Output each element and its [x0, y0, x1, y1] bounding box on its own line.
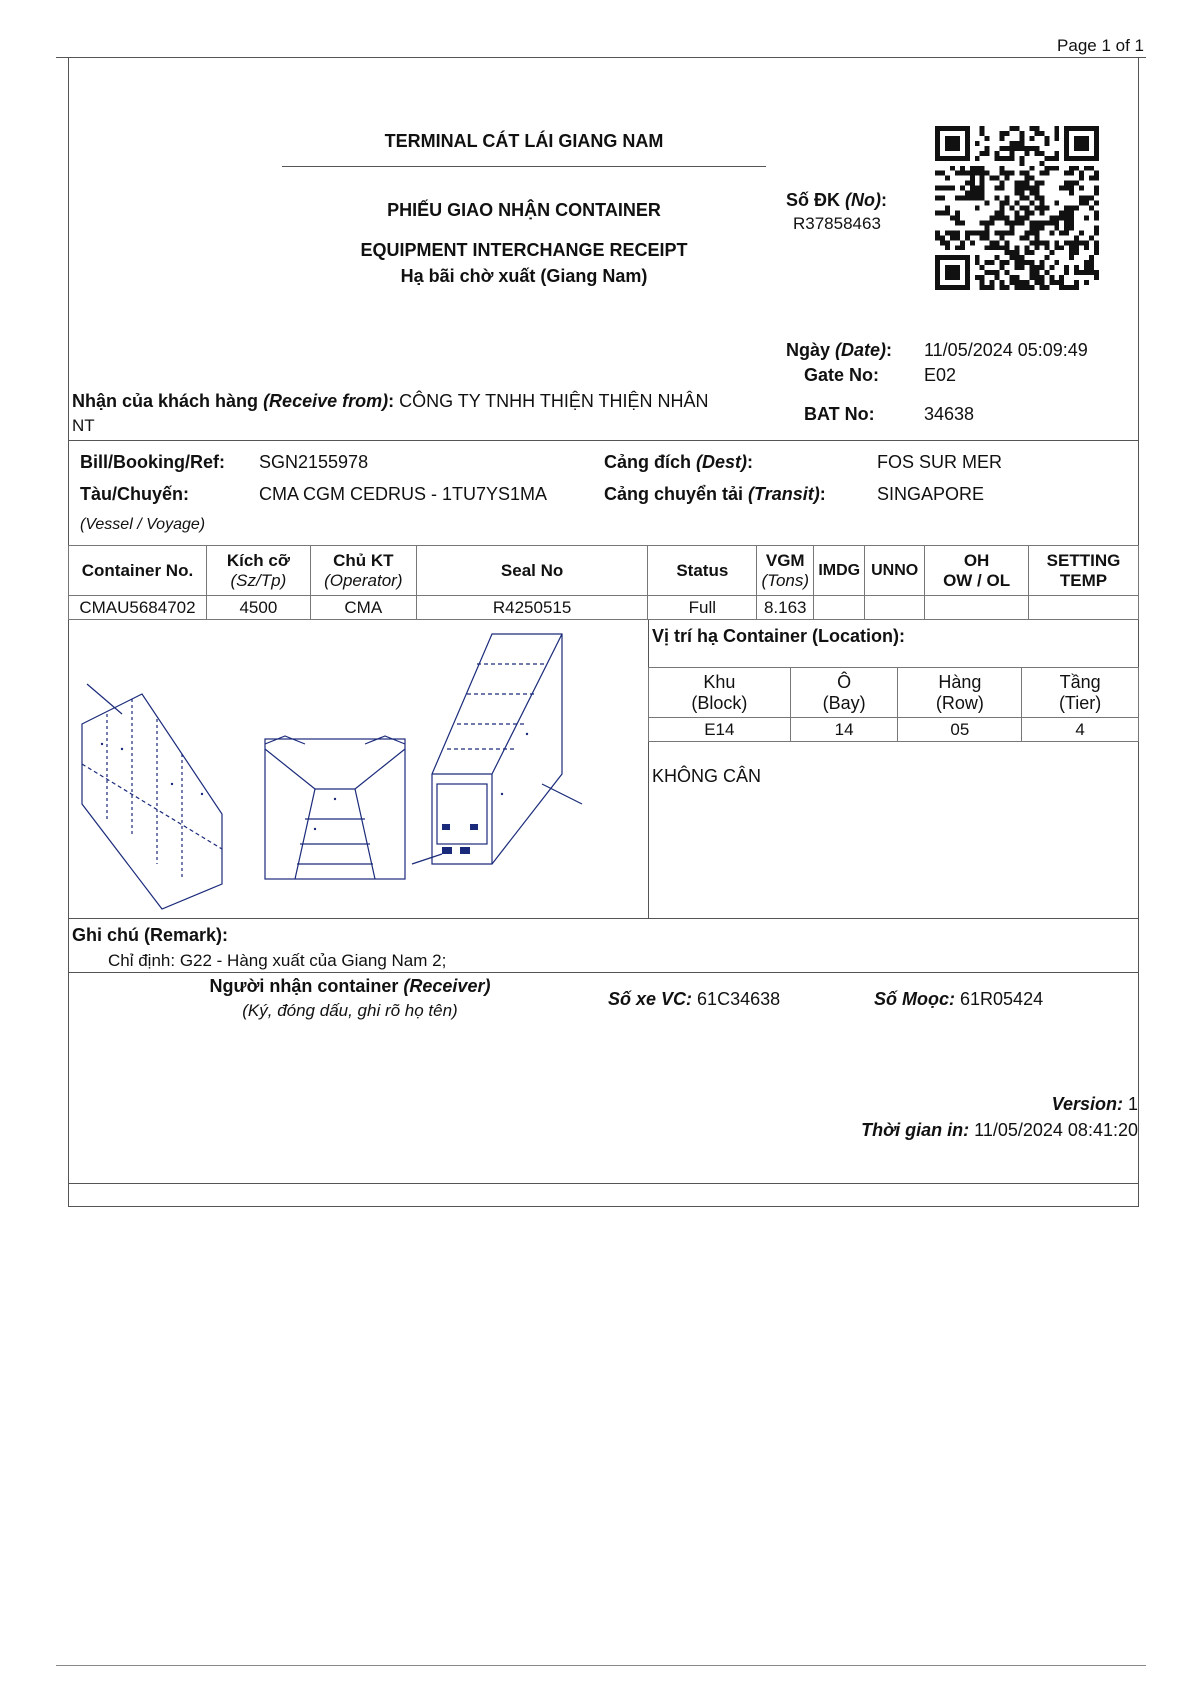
table-row — [69, 596, 1139, 620]
date-label: Ngày (Date): — [786, 340, 893, 360]
receive-from-continued: NT — [72, 416, 95, 435]
cell-tier: 4 — [1022, 718, 1139, 742]
top-rule — [56, 57, 1146, 58]
col-imdg: IMDG — [814, 546, 865, 596]
trailer-no: Số Moọc: 61R05424 — [874, 989, 1044, 1009]
container-table — [68, 545, 1139, 620]
rule-after-remark — [68, 972, 1138, 973]
col-size: Kích cỡ (Sz/Tp) — [206, 546, 310, 596]
cell-operator: CMA — [310, 596, 416, 620]
col-vgm: VGM (Tons) — [757, 546, 814, 596]
rule-after-header — [68, 440, 1138, 441]
col-row: Hàng (Row) — [898, 668, 1022, 718]
print-time: Thời gian in: 11/05/2024 08:41:20 — [861, 1120, 1138, 1140]
cell-container-no: CMAU5684702 — [69, 596, 207, 620]
qr-code-icon — [935, 126, 1099, 290]
col-status: Status — [648, 546, 757, 596]
transit-label: Cảng chuyển tải (Transit): — [604, 484, 826, 504]
col-operator: Chủ KT (Operator) — [310, 546, 416, 596]
form-title-en: EQUIPMENT INTERCHANGE RECEIPT — [360, 240, 688, 260]
diagram-divider — [648, 620, 649, 918]
cell-size: 4500 — [206, 596, 310, 620]
receiver-label: Người nhận container (Receiver) (Ký, đóng dấu, ghi rõ họ tên) — [209, 976, 491, 1020]
cell-vgm: 8.163 — [757, 596, 814, 620]
table-row — [649, 718, 1139, 742]
gate-label: Gate No: — [804, 365, 880, 385]
vessel-label-en: (Vessel / Voyage) — [80, 516, 206, 533]
transit-value: SINGAPORE — [877, 484, 985, 504]
form-title-vi: PHIẾU GIAO NHẬN CONTAINER — [387, 200, 661, 220]
bottom-rule — [56, 1665, 1146, 1666]
cell-oh — [925, 596, 1029, 620]
frame-left — [68, 57, 69, 1207]
bat-value: 34638 — [924, 404, 975, 424]
frame-line-1183 — [68, 1183, 1138, 1184]
col-bay: Ô (Bay) — [790, 668, 898, 718]
frame-bottom — [68, 1206, 1138, 1207]
cell-block: E14 — [649, 718, 791, 742]
cell-seal: R4250515 — [416, 596, 648, 620]
gate-value: E02 — [924, 365, 957, 385]
cell-row: 05 — [898, 718, 1022, 742]
cell-imdg — [814, 596, 865, 620]
bill-label: Bill/Booking/Ref: — [80, 452, 225, 472]
location-table — [648, 667, 1139, 742]
cell-setting — [1029, 596, 1139, 620]
weighing-note: KHÔNG CÂN — [652, 766, 762, 786]
col-block: Khu (Block) — [649, 668, 791, 718]
col-setting: SETTING TEMP — [1029, 546, 1139, 596]
page-number: Page 1 of 1 — [1057, 36, 1144, 55]
col-unno: UNNO — [865, 546, 925, 596]
container-table-header — [69, 546, 1139, 596]
location-header — [649, 668, 1139, 718]
remark-text: Chỉ định: G22 - Hàng xuất của Giang Nam 2; — [108, 951, 447, 970]
bat-label: BAT No: — [804, 404, 875, 424]
date-value: 11/05/2024 05:09:49 — [924, 340, 1088, 360]
remark-label: Ghi chú (Remark): — [72, 925, 229, 945]
vessel-label: Tàu/Chuyến: — [80, 484, 190, 504]
so-dk-label: Số ĐK (No): — [786, 190, 887, 210]
vessel-value: CMA CGM CEDRUS - 1TU7YS1MA — [259, 484, 548, 504]
cell-bay: 14 — [790, 718, 898, 742]
terminal-underline — [282, 166, 766, 167]
version: Version: 1 — [1051, 1094, 1138, 1114]
col-oh: OH OW / OL — [925, 546, 1029, 596]
so-dk-value: R37858463 — [793, 214, 881, 233]
rule-after-diagram — [68, 918, 1138, 919]
form-subtitle: Hạ bãi chờ xuất (Giang Nam) — [400, 266, 648, 286]
cell-status: Full — [648, 596, 757, 620]
container-diagram-icon — [72, 624, 642, 914]
col-seal: Seal No — [416, 546, 648, 596]
bill-value: SGN2155978 — [259, 452, 369, 472]
truck-no: Số xe VC: 61C34638 — [608, 989, 781, 1009]
col-container-no: Container No. — [69, 546, 207, 596]
col-tier: Tầng (Tier) — [1022, 668, 1139, 718]
terminal-name: TERMINAL CÁT LÁI GIANG NAM — [384, 131, 664, 151]
frame-right — [1138, 57, 1139, 1207]
receive-from: Nhận của khách hàng (Receive from): CÔNG TY TNHH THIỆN THIỆN NHÂN — [72, 391, 709, 411]
cell-unno — [865, 596, 925, 620]
dest-value: FOS SUR MER — [877, 452, 1003, 472]
dest-label: Cảng đích (Dest): — [604, 452, 754, 472]
location-title: Vị trí hạ Container (Location): — [652, 626, 906, 646]
